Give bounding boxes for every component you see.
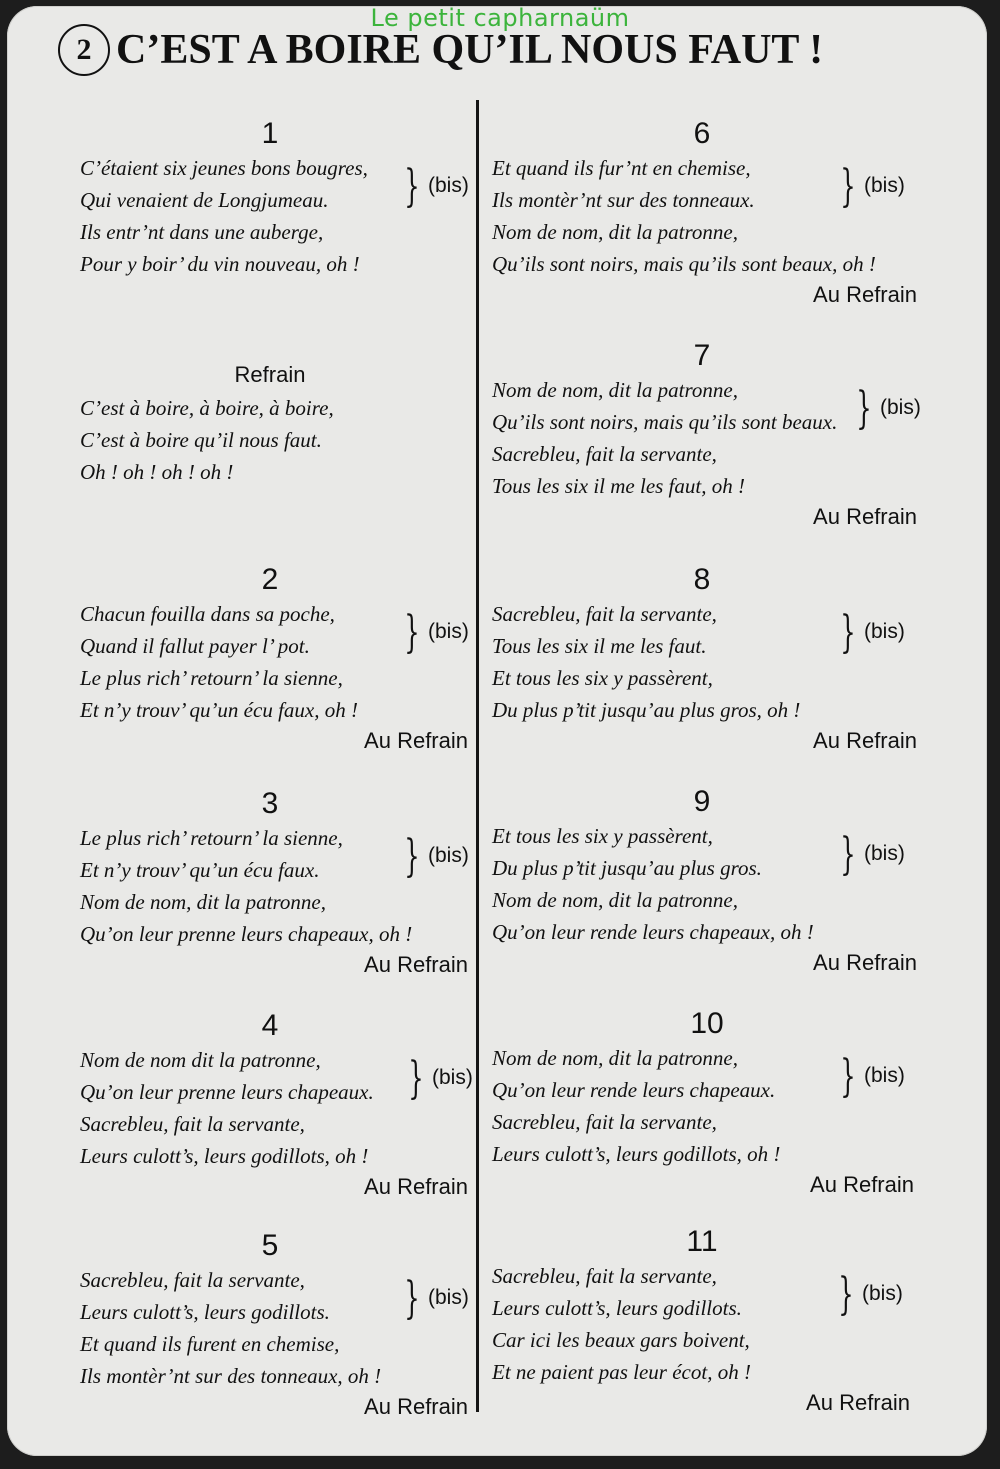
brace-icon: } xyxy=(404,830,420,882)
bis-marker: } (bis) xyxy=(404,606,469,658)
verse-line: Et quand ils furent en chemise, xyxy=(80,1332,340,1356)
verse-line: Leurs culott’s, leurs godillots, oh ! xyxy=(80,1144,369,1168)
verse-line: Le plus rich’ retourn’ la sienne, xyxy=(80,826,343,850)
brace-icon: } xyxy=(856,382,872,434)
refrain-line: Oh ! oh ! oh ! oh ! xyxy=(80,460,234,484)
verse-line: Qu’ils sont noirs, mais qu’ils sont beaux. xyxy=(492,410,838,434)
bis-marker: } (bis) xyxy=(404,830,469,882)
verse-line: Ils entr’nt dans une auberge, xyxy=(80,220,324,244)
au-refrain-label: Au Refrain xyxy=(806,1390,910,1415)
bis-marker: } (bis) xyxy=(404,160,469,212)
brace-icon: } xyxy=(840,1050,856,1102)
verse-line: Qu’on leur prenne leurs chapeaux. xyxy=(80,1080,374,1104)
au-refrain-label: Au Refrain xyxy=(813,728,917,753)
au-refrain-label: Au Refrain xyxy=(813,282,917,307)
stanza-number: 11 xyxy=(686,1225,718,1258)
verse-line: Ils montèr’nt sur des tonneaux, oh ! xyxy=(80,1364,382,1388)
verse-line: Le plus rich’ retourn’ la sienne, xyxy=(80,666,343,690)
stanza-number: 2 xyxy=(261,563,279,596)
stanza-number: 5 xyxy=(261,1229,279,1262)
stanza-number: 6 xyxy=(693,117,711,150)
au-refrain-label: Au Refrain xyxy=(364,728,468,753)
verse-line: Chacun fouilla dans sa poche, xyxy=(80,602,335,626)
verse-line: Sacrebleu, fait la servante, xyxy=(492,1110,717,1134)
au-refrain-label: Au Refrain xyxy=(813,504,917,529)
verse-line: Pour y boir’ du vin nouveau, oh ! xyxy=(80,252,360,276)
verse-line: Qu’on leur rende leurs chapeaux. xyxy=(492,1078,776,1102)
bis-marker: } (bis) xyxy=(838,1268,903,1320)
brace-icon: } xyxy=(840,828,856,880)
brace-icon: } xyxy=(838,1268,854,1320)
au-refrain-label: Au Refrain xyxy=(364,1394,468,1419)
verse-line: Leurs culott’s, leurs godillots. xyxy=(492,1296,742,1320)
verse-line: Sacrebleu, fait la servante, xyxy=(492,442,717,466)
verse-line: Sacrebleu, fait la servante, xyxy=(492,1264,717,1288)
bis-marker: } (bis) xyxy=(404,1272,469,1324)
brace-icon: } xyxy=(840,160,856,212)
verse-line: Ils montèr’nt sur des tonneaux. xyxy=(492,188,755,212)
verse-line: Et tous les six y passèrent, xyxy=(492,666,713,690)
verse-line: Sacrebleu, fait la servante, xyxy=(492,602,717,626)
stanza-4 xyxy=(80,1008,480,1202)
refrain-heading: Refrain xyxy=(234,362,306,387)
verse-line: Du plus p’tit jusqu’au plus gros, oh ! xyxy=(492,698,801,722)
stanza-5 xyxy=(80,1228,480,1422)
verse-line: Sacrebleu, fait la servante, xyxy=(80,1112,305,1136)
verse-line: Sacrebleu, fait la servante, xyxy=(80,1268,305,1292)
stanza-11 xyxy=(492,1224,922,1418)
verse-line: Nom de nom, dit la patronne, xyxy=(492,888,738,912)
stanza-7 xyxy=(492,338,922,532)
brace-icon: } xyxy=(404,606,420,658)
stanza-3 xyxy=(80,786,480,980)
brace-icon: } xyxy=(408,1052,424,1104)
bis-marker: } (bis) xyxy=(408,1052,473,1104)
verse-line: Tous les six il me les faut, oh ! xyxy=(492,474,745,498)
stanza-number: 3 xyxy=(261,787,279,820)
verse-line: Et ne paient pas leur écot, oh ! xyxy=(492,1360,751,1384)
page-header xyxy=(58,24,823,76)
brace-icon: } xyxy=(404,1272,420,1324)
verse-line: Leurs culott’s, leurs godillots. xyxy=(80,1300,330,1324)
stanza-10 xyxy=(492,1006,922,1200)
stanza-number: 8 xyxy=(693,563,711,596)
verse-line: Qu’ils sont noirs, mais qu’ils sont beaux, oh ! xyxy=(492,252,876,276)
refrain-line: C’est à boire, à boire, à boire, xyxy=(80,396,334,420)
verse-line: Nom de nom, dit la patronne, xyxy=(492,1046,738,1070)
stanza-number: 4 xyxy=(261,1009,279,1042)
stanza-1 xyxy=(80,116,480,280)
stanza-2 xyxy=(80,562,480,756)
stanza-6 xyxy=(492,116,922,310)
verse-line: Et n’y trouv’ qu’un écu faux. xyxy=(80,858,320,882)
verse-line: Et n’y trouv’ qu’un écu faux, oh ! xyxy=(80,698,358,722)
column-divider xyxy=(476,100,479,1412)
verse-line: Nom de nom dit la patronne, xyxy=(80,1048,321,1072)
verse-line: Qu’on leur prenne leurs chapeaux, oh ! xyxy=(80,922,413,946)
stanza-number: 7 xyxy=(693,339,711,372)
bis-marker: } (bis) xyxy=(856,382,921,434)
refrain xyxy=(80,358,480,488)
stanza-number: 9 xyxy=(693,785,711,818)
verse-line: Leurs culott’s, leurs godillots, oh ! xyxy=(492,1142,781,1166)
au-refrain-label: Au Refrain xyxy=(364,1174,468,1199)
watermark: Le petit capharnaüm xyxy=(370,4,630,32)
au-refrain-label: Au Refrain xyxy=(813,950,917,975)
bis-marker: } (bis) xyxy=(840,828,905,880)
bis-marker: } (bis) xyxy=(840,606,905,658)
stanza-8 xyxy=(492,562,922,756)
brace-icon: } xyxy=(404,160,420,212)
verse-line: Qui venaient de Longjumeau. xyxy=(80,188,329,212)
page-title: C’EST A BOIRE QU’IL NOUS FAUT ! xyxy=(116,27,824,73)
bis-marker: } (bis) xyxy=(840,1050,905,1102)
verse-line: Qu’on leur rende leurs chapeaux, oh ! xyxy=(492,920,814,944)
bis-marker: } (bis) xyxy=(840,160,905,212)
song-number-badge: 2 xyxy=(58,24,110,76)
verse-line: C’étaient six jeunes bons bougres, xyxy=(80,156,368,180)
verse-line: Et quand ils fur’nt en chemise, xyxy=(492,156,751,180)
verse-line: Du plus p’tit jusqu’au plus gros. xyxy=(492,856,762,880)
verse-line: Car ici les beaux gars boivent, xyxy=(492,1328,750,1352)
au-refrain-label: Au Refrain xyxy=(810,1172,914,1197)
stanza-number: 1 xyxy=(261,117,279,150)
brace-icon: } xyxy=(840,606,856,658)
stanza-number: 10 xyxy=(690,1007,724,1040)
verse-line: Quand il fallut payer l’ pot. xyxy=(80,634,310,658)
au-refrain-label: Au Refrain xyxy=(364,952,468,977)
verse-line: Nom de nom, dit la patronne, xyxy=(492,378,738,402)
refrain-line: C’est à boire qu’il nous faut. xyxy=(80,428,322,452)
verse-line: Et tous les six y passèrent, xyxy=(492,824,713,848)
verse-line: Tous les six il me les faut. xyxy=(492,634,707,658)
verse-line: Nom de nom, dit la patronne, xyxy=(492,220,738,244)
verse-line: Nom de nom, dit la patronne, xyxy=(80,890,326,914)
stanza-9 xyxy=(492,784,922,978)
